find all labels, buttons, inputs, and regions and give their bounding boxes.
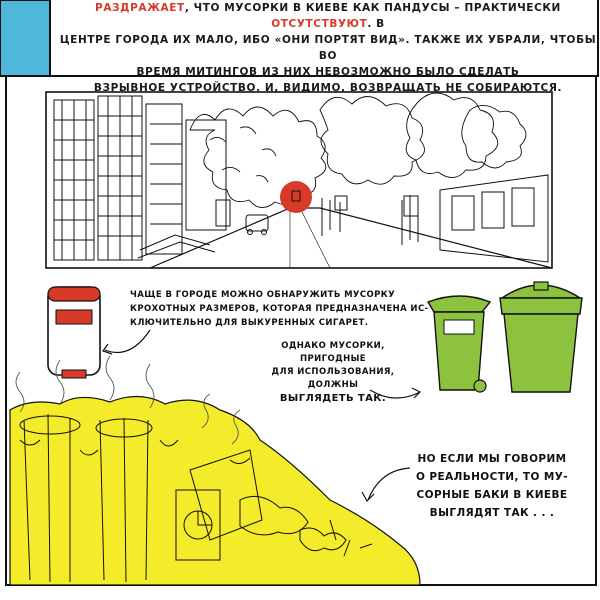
- caption-line-1-text: , ЧТО МУСОРКИ В КИЕВЕ КАК ПАНДУСЫ – ПРАКТИЧЕСКИ: [184, 2, 561, 14]
- green-bins-icon: [428, 282, 582, 392]
- small-bin-icon: [48, 287, 100, 378]
- proper-bins-note-line-3: ВЫГЛЯДЕТЬ ТАК.: [279, 393, 387, 404]
- caption-red-word-2: ОТСУТСТВУЮТ: [271, 18, 368, 30]
- small-bins-note-line-2: КРОХОТНЫХ РАЗМЕРОВ, КОТОРАЯ ПРЕДНАЗНАЧЕНА ИС-: [130, 304, 429, 314]
- proper-bins-note-line-1: ОДНАКО МУСОРКИ, ПРИГОДНЫЕ: [281, 341, 385, 364]
- reality-note-line-3: СОРНЫЕ БАКИ В КИЕВЕ: [416, 489, 568, 501]
- top-caption: [58, 0, 598, 96]
- proper-bins-note-line-2: ДЛЯ ИСПОЛЬЗОВАНИЯ, ДОЛЖНЫ: [271, 367, 395, 390]
- street-illustration: [46, 92, 552, 268]
- caption-red-word-1: РАЗДРАЖАЕТ: [95, 2, 185, 14]
- caption-line-3: ВРЕМЯ МИТИНГОВ ИЗ НИХ НЕВОЗМОЖНО БЫЛО СДЕЛАТЬ: [136, 66, 520, 78]
- caption-line-1-end: . В: [367, 18, 385, 30]
- caption-line-1: [58, 0, 598, 32]
- reality-note-line-4: ВЫГЛЯДЯТ ТАК . . .: [429, 507, 555, 519]
- small-bins-note: [130, 288, 429, 330]
- small-bins-note-line-1: ЧАЩЕ В ГОРОДЕ МОЖНО ОБНАРУЖИТЬ МУСОРКУ: [130, 290, 396, 300]
- blue-strip: [0, 0, 50, 76]
- reality-note-line-1: НО ЕСЛИ МЫ ГОВОРИМ: [417, 453, 567, 465]
- proper-bins-note: [258, 340, 408, 405]
- red-marker: [280, 181, 312, 213]
- reality-note-line-2: О РЕАЛЬНОСТИ, ТО МУ-: [416, 471, 568, 483]
- caption-line-2: ЦЕНТРЕ ГОРОДА ИХ МАЛО, ИБО «ОНИ ПОРТЯТ ВИД». ТАКЖЕ ИХ УБРАЛИ, ЧТОБЫ ВО: [59, 34, 597, 62]
- reality-note: [402, 450, 582, 522]
- arrow-to-small-bin: [103, 330, 150, 354]
- caption-line-4: ВЗРЫВНОЕ УСТРОЙСТВО. И, ВИДИМО, ВОЗВРАЩАТЬ НЕ СОБИРАЮТСЯ.: [93, 82, 563, 94]
- small-bins-note-line-3: КЛЮЧИТЕЛЬНО ДЛЯ ВЫКУРЕННЫХ СИГАРЕТ.: [130, 318, 369, 328]
